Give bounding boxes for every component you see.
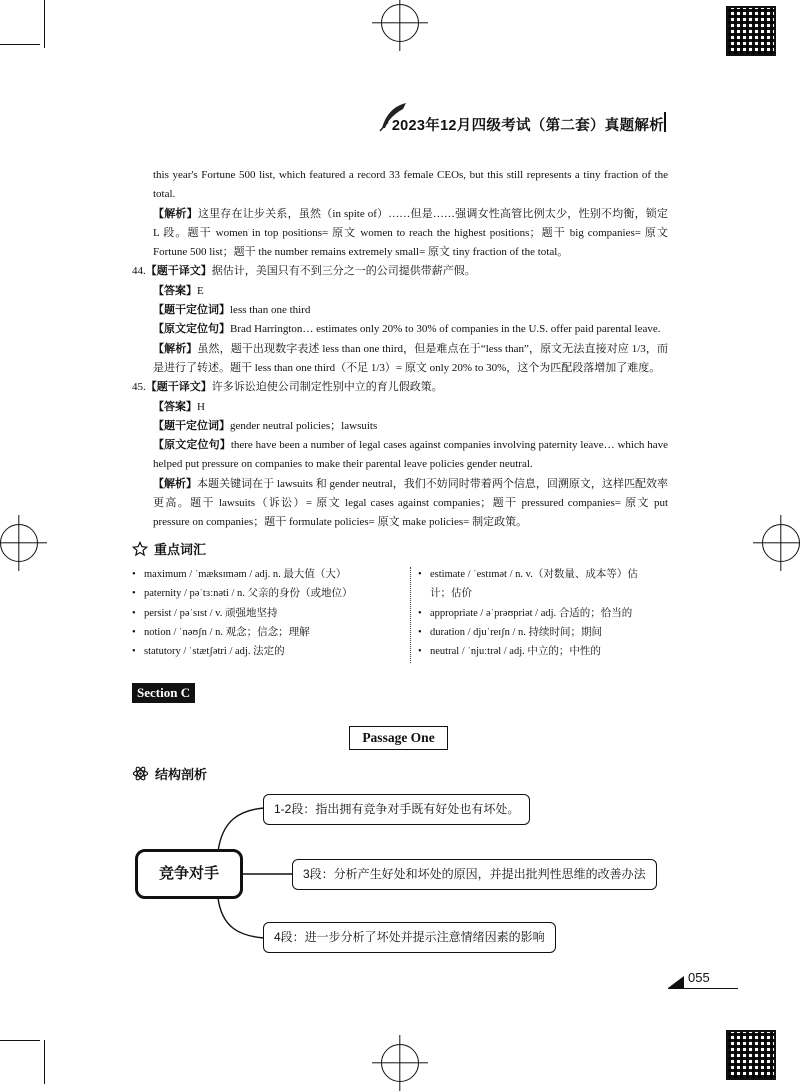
question-number: 44. [132, 265, 146, 278]
passage-title: Passage One [349, 726, 448, 750]
mindmap-root: 竞争对手 [135, 849, 243, 899]
analysis-paragraph: 【解析】本题关键词在于 lawsuits 和 gender neutral，我们不妨同时带着两个信息，回溯原文，这样匹配效率更高。题干 lawsuits（诉讼）= 原文 legal cases against companies；题干 pressured companies= 原文 put pressure on companies；题干 formulate policies= 原文 make policies= 制定政策。 [153, 477, 668, 529]
continued-text: this year's Fortune 500 list, which featured a record 33 female CEOs, but this still represents a tiny fraction of the total. [153, 169, 668, 201]
keyword-line: 【题干定位词】gender neutral policies；lawsuits [153, 419, 378, 432]
header-title: 2023年12月四级考试（第二套）真题解析 [391, 118, 664, 134]
structure-heading: 结构剖析 [132, 764, 207, 783]
question-45: 45.【题干译文】许多诉讼迫使公司制定性别中立的育儿假政策。 [132, 381, 443, 394]
question-44: 44.【题干译文】据估计，美国只有不到三分之一的公司提供带薪产假。 [132, 265, 476, 278]
answer-line: 【答案】H [153, 400, 205, 413]
vocab-item: • estimate / ˈestɪmət / n. v.（对数量、成本等）估计；估价 [418, 565, 656, 604]
mindmap-node: 1-2段：指出拥有竞争对手既有好处也有坏处。 [263, 794, 530, 825]
vocab-item: • duration / djuˈreɪʃn / n. 持续时间；期间 [418, 623, 656, 642]
vocab-item: • persist / pəˈsɪst / v. 顽强地坚持 [132, 604, 392, 623]
mindmap-node: 3段：分析产生好处和坏处的原因，并提出批判性思维的改善办法 [292, 859, 657, 890]
tag-label: 【解析】 [153, 207, 198, 220]
vocab-item: • neutral / ˈnjuːtrəl / adj. 中立的；中性的 [418, 642, 656, 661]
answer-line: 【答案】E [153, 284, 204, 297]
vocab-item: • appropriate / əˈprəʊpriət / adj. 合适的；恰当的 [418, 604, 656, 623]
vocab-heading: 重点词汇 [132, 539, 206, 558]
question-number: 45. [132, 381, 146, 394]
vocab-item: • notion / ˈnəʊʃn / n. 观念；信念；理解 [132, 623, 392, 642]
page-underline [668, 988, 738, 989]
section-label: Section C [132, 683, 195, 703]
source-line: 【原文定位句】there have been a number of legal cases against companies involving paternity leave… which have helped put pressure on companies to make their parental leave policies gender neutral. [153, 439, 668, 471]
analysis-paragraph: 【解析】这里存在让步关系，虽然（in spite of）……但是……强调女性高管比例太少，性别不均衡，锁定 L 段。题干 women in top positions= 原文 women to reach the highest positions；题干 big companies= 原文 Fortune 500 list；题干 the number remains extremely small= 原文 tiny fraction of the total。 [153, 207, 668, 259]
source-line: 【原文定位句】Brad Harrington… estimates only 20% to 30% of companies in the U.S. offer paid parental leave. [153, 323, 661, 336]
mindmap-node: 4段：进一步分析了坏处并提示注意情绪因素的影响 [263, 922, 556, 953]
vocab-item: • paternity / pəˈtɜːnəti / n. 父亲的身份（或地位） [132, 584, 392, 603]
vocab-item: • maximum / ˈmæksɪməm / adj. n. 最大值（大） [132, 565, 392, 584]
page-number: 055 [688, 970, 710, 985]
keyword-line: 【题干定位词】less than one third [153, 304, 311, 317]
vocab-item: • statutory / ˈstætʃətri / adj. 法定的 [132, 642, 392, 661]
analysis-paragraph: 【解析】虽然，题干出现数字表述 less than one third，但是难点在于“less than”，原文无法直接对应 1/3，而是进行了转述。题干 less than one third（不足 1/3）= 原文 only 20% to 30%，这个为匹配段落增加了难度。 [153, 342, 668, 374]
